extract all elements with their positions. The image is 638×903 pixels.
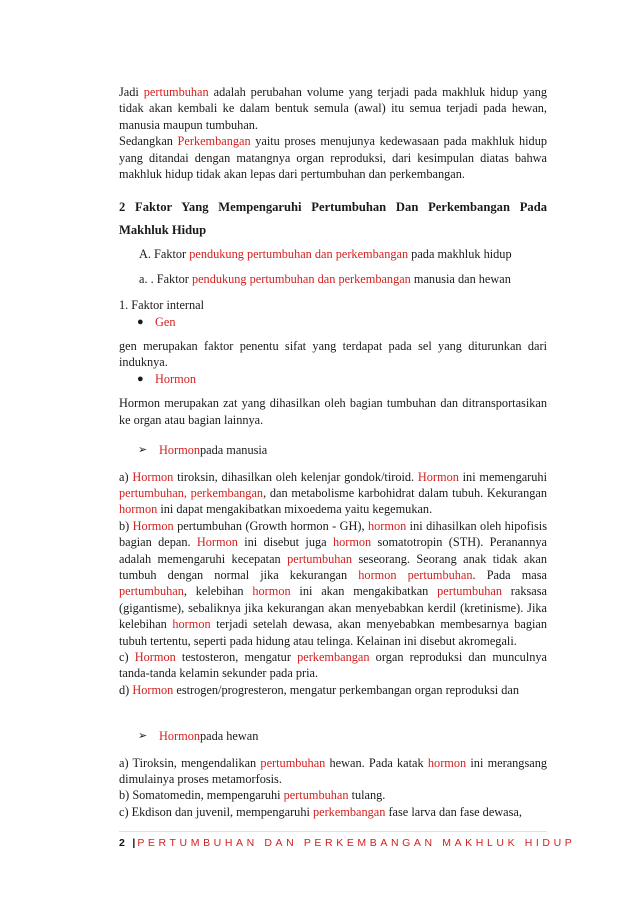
bullet-hormon: ● Hormon	[137, 371, 196, 386]
faktor-internal-label: 1. Faktor internal	[119, 298, 205, 313]
subheading-a-small: a. . Faktor pendukung pertumbuhan dan perkembangan manusia dan hewan	[139, 271, 511, 286]
arrow-item-manusia: ➢ Hormon pada manusia	[138, 443, 268, 458]
paragraph-hewan-c: c) Ekdison dan juvenil, mempengaruhi perkembangan fase larva dan fase dewasa,	[119, 804, 522, 819]
paragraph-hormon: Hormon merupakan zat yang dihasilkan oleh bagian tumbuhan dan ditransportasikan ke organ atau bagian lainnya.	[119, 396, 547, 427]
page-number: 2	[119, 837, 126, 849]
paragraph-gen: gen merupakan faktor penentu sifat yang terdapat pada sel yang diturunkan dari induknya.	[119, 339, 547, 370]
section-heading: 2 Faktor Yang Mempengaruhi Pertumbuhan Dan Perkembangan Pada Makhluk Hidup	[119, 200, 547, 238]
bullet-gen: ● Gen	[137, 314, 176, 329]
arrow-bullet-icon: ➢	[138, 730, 148, 743]
subheading-a: A. Faktor pendukung pertumbuhan dan perkembangan pada makhluk hidup	[139, 247, 512, 262]
arrow-item-hewan: ➢ Hormon pada hewan	[138, 729, 259, 744]
paragraph-perkembangan: Sedangkan Perkembangan yaitu proses menujunya kedewasaan pada makhluk hidup yang ditandai dengan matangnya organ reproduksi, dari kesimpulan diatas bahwa makhluk hidup tidak akan lepas dari pertumbuhan dan perkembangan.	[119, 134, 548, 182]
paragraph-hormon-c: c) Hormon testosteron, mengatur perkembangan organ reproduksi dan munculnya tanda-tanda kelamin sekunder pada pria.	[119, 649, 548, 681]
paragraph-hormon-b: b) Hormon pertumbuhan (Growth hormon - GH), hormon ini dihasilkan oleh hipofisis bagian depan. Hormon ini disebut juga hormon somatotropin (STH). Peranannya adalah memengaruhi kecepatan pertumbuhan seseorang. Seorang anak tidak akan tumbuh dengan normal jika kekurangan hormon pertumbuhan. Pada masa pertumbuhan, kelebihan hormon ini akan mengakibatkan pertumbuhan raksasa (gigantisme), sebaliknya jika kekurangan akan menyebabkan kerdil (kretinisme). Jika kelebihan hormon terjadi setelah dewasa, akan menyebabkan membesarnya bagian tubuh tertentu, seperti pada hidung atau telinga. Kelainan ini disebut akromegali.	[119, 518, 547, 648]
page-content	[119, 84, 547, 820]
paragraph-pertumbuhan: Jadi pertumbuhan adalah perubahan volume yang terjadi pada makhluk hidup yang tidak akan kembali ke dalam bentuk semula (awal) itu semua terjadi pada hewan, manusia maupun tumbuhan.	[119, 85, 547, 132]
footer-separator: |	[132, 837, 138, 849]
keyword: pertumbuhan	[143, 85, 209, 99]
paragraph-hewan-a: a) Tiroksin, mengendalikan pertumbuhan hewan. Pada katak hormon ini merangsang dimulainya proses metamorfosis.	[119, 755, 547, 786]
footer-title: PERTUMBUHAN DAN PERKEMBANGAN MAKHLUK HIDUP	[137, 837, 576, 849]
paragraph-hewan-b: b) Somatomedin, mempengaruhi pertumbuhan tulang.	[119, 788, 386, 803]
arrow-bullet-icon: ➢	[138, 444, 148, 457]
keyword: Perkembangan	[177, 134, 251, 149]
paragraph-hormon-d: d) Hormon estrogen/progresteron, mengatur perkembangan organ reproduksi dan	[119, 682, 520, 697]
bullet-dot-icon: ●	[137, 315, 144, 328]
bullet-dot-icon: ●	[137, 372, 144, 385]
page-footer	[119, 831, 576, 849]
paragraph-hormon-a: a) Hormon tiroksin, dihasilkan oleh kelenjar gondok/tiroid. Hormon ini memengaruhi pertumbuhan, perkembangan, dan metabolisme karbohidrat dalam tubuh. Kekurangan hormon ini dapat mengakibatkan mixoedema yaitu kegemukan.	[119, 469, 548, 517]
